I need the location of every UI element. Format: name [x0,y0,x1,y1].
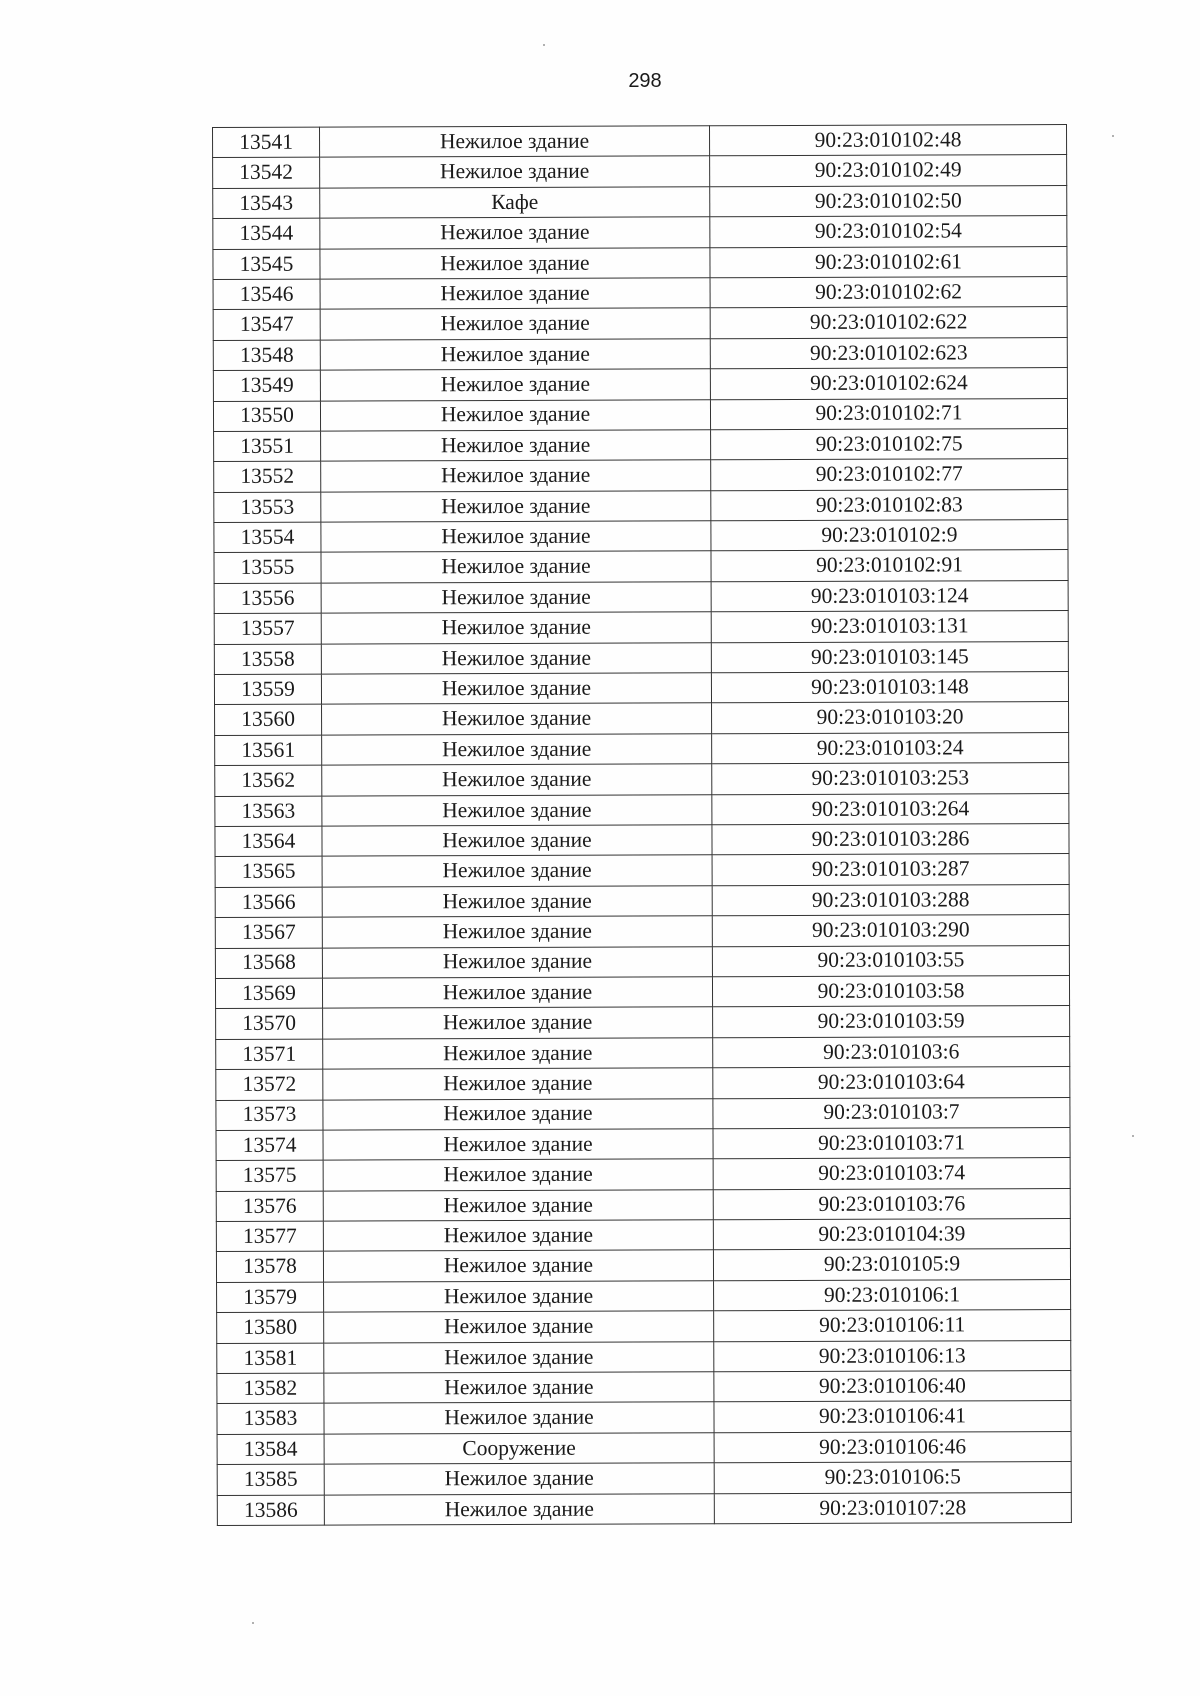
cadastral-number-cell: 90:23:010103:288 [712,884,1069,916]
table-row [213,125,1067,158]
cadastral-number-cell: 90:23:010103:76 [713,1188,1070,1220]
row-number-cell: 13564 [215,826,322,857]
cadastral-number-cell: 90:23:010103:7 [713,1097,1070,1129]
table-row [215,915,1069,948]
object-type-cell: Нежилое здание [322,977,712,1009]
cadastral-number-cell: 90:23:010103:148 [711,672,1068,704]
table-row [213,246,1067,279]
table-row [216,1067,1070,1100]
cadastral-number-cell: 90:23:010102:50 [710,185,1067,217]
object-type-cell: Нежилое здание [320,399,710,431]
row-number-cell: 13578 [216,1252,323,1283]
table-row [215,975,1069,1008]
cadastral-number-cell: 90:23:010103:290 [712,915,1069,947]
object-type-cell: Нежилое здание [324,1311,714,1343]
row-number-cell: 13565 [215,856,322,887]
table-row [217,1401,1071,1434]
cadastral-number-cell: 90:23:010103:20 [712,702,1069,734]
row-number-cell: 13556 [214,583,321,614]
cadastral-number-cell: 90:23:010107:28 [714,1492,1071,1524]
table-row [215,823,1069,856]
cadastral-number-cell: 90:23:010106:5 [714,1462,1071,1494]
cadastral-number-cell: 90:23:010103:59 [713,1006,1070,1038]
table-row [214,580,1068,613]
object-type-cell: Нежилое здание [323,1220,713,1252]
cadastral-number-cell: 90:23:010102:77 [711,459,1068,491]
row-number-cell: 13561 [215,735,322,766]
cadastral-number-cell: 90:23:010103:145 [711,641,1068,673]
row-number-cell: 13547 [213,309,320,340]
cadastral-number-cell: 90:23:010102:61 [710,246,1067,278]
table-row [217,1462,1071,1495]
cadastral-number-cell: 90:23:010102:75 [711,428,1068,460]
cadastral-number-cell: 90:23:010106:46 [714,1431,1071,1463]
cadastral-number-cell: 90:23:010103:287 [712,854,1069,886]
row-number-cell: 13566 [215,887,322,918]
table-row [215,793,1069,826]
cadastral-number-cell: 90:23:010102:54 [710,216,1067,248]
row-number-cell: 13568 [215,948,322,979]
row-number-cell: 13544 [213,218,320,249]
row-number-cell: 13583 [217,1404,324,1435]
row-number-cell: 13575 [216,1160,323,1191]
object-type-cell: Нежилое здание [321,430,711,462]
cadastral-number-cell: 90:23:010103:253 [712,763,1069,795]
object-type-cell: Кафе [320,187,710,219]
table-row [216,1158,1070,1191]
table-row [217,1340,1071,1373]
row-number-cell: 13549 [213,370,320,401]
scan-speck [1132,1135,1134,1137]
table-row [215,702,1069,735]
row-number-cell: 13552 [214,461,321,492]
table-row [215,884,1069,917]
object-type-cell: Нежилое здание [322,764,712,796]
table-row [214,550,1068,583]
table-row [214,611,1068,644]
table-row [213,368,1067,401]
object-type-cell: Нежилое здание [320,338,710,370]
row-number-cell: 13542 [213,158,320,189]
table-row [216,1097,1070,1130]
cadastral-number-cell: 90:23:010103:24 [712,732,1069,764]
object-type-cell: Нежилое здание [322,916,712,948]
cadastral-number-cell: 90:23:010105:9 [713,1249,1070,1281]
property-registry-table [212,124,1072,1526]
table-row [216,1188,1070,1221]
table-row [213,276,1067,309]
scan-speck [1112,135,1114,137]
table-row [213,216,1067,249]
cadastral-number-cell: 90:23:010102:49 [710,155,1067,187]
object-type-cell: Нежилое здание [322,855,712,887]
table-row [214,459,1068,492]
row-number-cell: 13574 [216,1130,323,1161]
object-type-cell: Нежилое здание [323,1159,713,1191]
object-type-cell: Нежилое здание [323,1068,713,1100]
table-row [213,155,1067,188]
object-type-cell: Нежилое здание [323,1250,713,1282]
object-type-cell: Нежилое здание [322,794,712,826]
row-number-cell: 13570 [216,1008,323,1039]
table-row [215,763,1069,796]
object-type-cell: Нежилое здание [321,460,711,492]
object-type-cell: Нежилое здание [321,612,711,644]
row-number-cell: 13550 [213,401,320,432]
object-type-cell: Нежилое здание [322,825,712,857]
object-type-cell: Нежилое здание [320,247,710,279]
object-type-cell: Нежилое здание [322,734,712,766]
table-row [216,1249,1070,1282]
row-number-cell: 13560 [215,705,322,736]
row-number-cell: 13573 [216,1100,323,1131]
object-type-cell: Нежилое здание [320,369,710,401]
object-type-cell: Нежилое здание [322,946,712,978]
object-type-cell: Нежилое здание [321,521,711,553]
object-type-cell: Нежилое здание [323,1007,713,1039]
cadastral-number-cell: 90:23:010106:13 [714,1340,1071,1372]
table-row [214,489,1068,522]
cadastral-number-cell: 90:23:010103:71 [713,1127,1070,1159]
object-type-cell: Нежилое здание [323,1189,713,1221]
table-row [213,185,1067,218]
row-number-cell: 13572 [216,1069,323,1100]
table-row [213,337,1067,370]
object-type-cell: Нежилое здание [324,1463,714,1495]
table-row [216,1127,1070,1160]
table-row [217,1279,1071,1312]
scan-speck [252,1622,254,1624]
row-number-cell: 13546 [213,279,320,310]
registry-body [213,125,1072,1526]
object-type-cell: Нежилое здание [321,642,711,674]
row-number-cell: 13548 [213,340,320,371]
cadastral-number-cell: 90:23:010103:264 [712,793,1069,825]
row-number-cell: 13579 [217,1282,324,1313]
row-number-cell: 13554 [214,522,321,553]
row-number-cell: 13569 [215,978,322,1009]
cadastral-number-cell: 90:23:010102:83 [711,489,1068,521]
table-row [215,945,1069,978]
cadastral-number-cell: 90:23:010102:9 [711,520,1068,552]
cadastral-number-cell: 90:23:010106:1 [714,1279,1071,1311]
cadastral-number-cell: 90:23:010102:624 [710,368,1067,400]
object-type-cell: Сооружение [324,1433,714,1465]
cadastral-number-cell: 90:23:010102:91 [711,550,1068,582]
scan-speck [543,44,545,46]
cadastral-number-cell: 90:23:010102:622 [710,307,1067,339]
object-type-cell: Нежилое здание [323,1098,713,1130]
table-row [217,1492,1071,1525]
cadastral-number-cell: 90:23:010103:64 [713,1067,1070,1099]
cadastral-number-cell: 90:23:010106:41 [714,1401,1071,1433]
row-number-cell: 13545 [213,249,320,280]
row-number-cell: 13559 [214,674,321,705]
row-number-cell: 13557 [214,613,321,644]
cadastral-number-cell: 90:23:010106:11 [714,1310,1071,1342]
row-number-cell: 13580 [217,1312,324,1343]
row-number-cell: 13555 [214,553,321,584]
row-number-cell: 13581 [217,1343,324,1374]
row-number-cell: 13567 [215,917,322,948]
object-type-cell: Нежилое здание [321,490,711,522]
row-number-cell: 13551 [214,431,321,462]
row-number-cell: 13576 [216,1191,323,1222]
table-row [214,520,1068,553]
cadastral-number-cell: 90:23:010103:58 [712,975,1069,1007]
object-type-cell: Нежилое здание [322,886,712,918]
row-number-cell: 13584 [217,1434,324,1465]
row-number-cell: 13543 [213,188,320,219]
row-number-cell: 13577 [216,1221,323,1252]
table-row [217,1310,1071,1343]
object-type-cell: Нежилое здание [322,703,712,735]
row-number-cell: 13553 [214,492,321,523]
object-type-cell: Нежилое здание [320,217,710,249]
table-row [214,428,1068,461]
cadastral-number-cell: 90:23:010102:623 [710,337,1067,369]
object-type-cell: Нежилое здание [323,1129,713,1161]
cadastral-number-cell: 90:23:010103:55 [712,945,1069,977]
object-type-cell: Нежилое здание [323,1037,713,1069]
table-row [216,1219,1070,1252]
table-row [214,641,1068,674]
page-number: 298 [628,70,662,92]
object-type-cell: Нежилое здание [320,278,710,310]
object-type-cell: Нежилое здание [321,673,711,705]
cadastral-number-cell: 90:23:010102:48 [709,125,1066,157]
cadastral-number-cell: 90:23:010102:71 [710,398,1067,430]
table-row [217,1431,1071,1464]
object-type-cell: Нежилое здание [324,1493,714,1525]
cadastral-number-cell: 90:23:010103:286 [712,823,1069,855]
table-row [216,1006,1070,1039]
cadastral-number-cell: 90:23:010103:6 [713,1036,1070,1068]
table-row [214,672,1068,705]
object-type-cell: Нежилое здание [324,1341,714,1373]
row-number-cell: 13563 [215,796,322,827]
table-row [215,732,1069,765]
row-number-cell: 13562 [215,765,322,796]
cadastral-number-cell: 90:23:010103:131 [711,611,1068,643]
object-type-cell: Нежилое здание [324,1372,714,1404]
cadastral-number-cell: 90:23:010103:74 [713,1158,1070,1190]
table-row [215,854,1069,887]
cadastral-number-cell: 90:23:010106:40 [714,1371,1071,1403]
cadastral-number-cell: 90:23:010103:124 [711,580,1068,612]
object-type-cell: Нежилое здание [321,582,711,614]
row-number-cell: 13585 [217,1464,324,1495]
row-number-cell: 13541 [213,127,320,158]
table-row [213,398,1067,431]
object-type-cell: Нежилое здание [320,126,710,158]
row-number-cell: 13571 [216,1039,323,1070]
table-row [216,1036,1070,1069]
row-number-cell: 13582 [217,1373,324,1404]
row-number-cell: 13586 [217,1495,324,1526]
table-row [213,307,1067,340]
object-type-cell: Нежилое здание [320,156,710,188]
table-row [217,1371,1071,1404]
object-type-cell: Нежилое здание [324,1402,714,1434]
object-type-cell: Нежилое здание [320,308,710,340]
cadastral-number-cell: 90:23:010104:39 [713,1219,1070,1251]
object-type-cell: Нежилое здание [321,551,711,583]
object-type-cell: Нежилое здание [324,1281,714,1313]
row-number-cell: 13558 [214,644,321,675]
cadastral-number-cell: 90:23:010102:62 [710,276,1067,308]
